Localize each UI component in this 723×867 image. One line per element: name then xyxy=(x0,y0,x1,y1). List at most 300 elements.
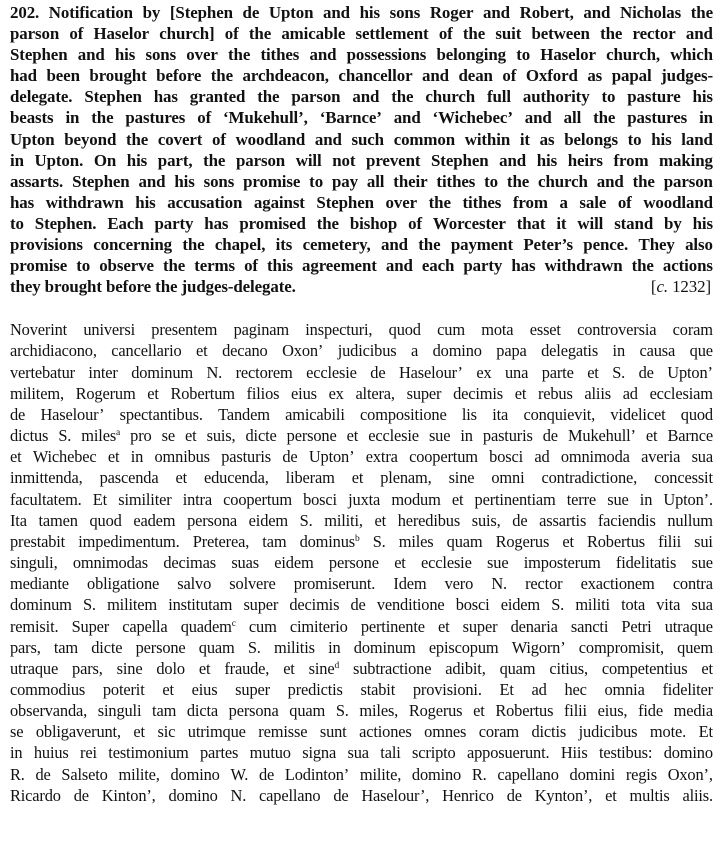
charter-word: extra xyxy=(365,447,398,467)
summary-word: had xyxy=(10,66,37,86)
charter-word: S. xyxy=(299,510,313,530)
summary-word: and xyxy=(323,3,350,22)
summary-word: possessions xyxy=(346,45,427,65)
summary-word: his xyxy=(126,150,148,170)
summary-word: pasture xyxy=(627,87,681,107)
charter-word: dicte xyxy=(245,426,277,446)
charter-word: sua xyxy=(691,595,713,615)
charter-word: partes xyxy=(200,743,239,763)
charter-word: utraque xyxy=(10,658,59,678)
summary-word: his xyxy=(174,171,195,191)
charter-word: terre xyxy=(566,489,597,509)
summary-word: the xyxy=(428,192,451,212)
charter-word: fideliter xyxy=(662,679,713,699)
charter-word: competentius xyxy=(601,658,688,678)
charter-word: Oxon’, xyxy=(667,764,713,784)
summary-word: parson xyxy=(10,24,60,44)
summary-word: to xyxy=(627,129,642,149)
charter-word: domino xyxy=(663,743,713,763)
charter-word: citius, xyxy=(549,658,588,678)
charter-word: Noverint xyxy=(10,320,68,340)
charter-word: dictis xyxy=(531,722,567,742)
charter-line xyxy=(10,700,713,721)
charter-word: de xyxy=(638,362,654,382)
charter-word: miles xyxy=(398,531,434,551)
charter-word: decimis xyxy=(289,595,340,615)
summary-word: stand xyxy=(614,213,654,233)
charter-word: filii xyxy=(658,531,682,551)
charter-word: Haselour’, xyxy=(361,785,430,805)
summary-word: Oxford xyxy=(525,66,578,86)
charter-word: et xyxy=(283,658,295,678)
summary-word: assarts. xyxy=(10,171,64,191)
charter-word: presentem xyxy=(151,320,218,340)
charter-word: sue xyxy=(487,553,509,573)
charter-word: mota xyxy=(481,320,514,340)
summary-word: judges- xyxy=(661,66,713,86)
charter-word: vertebatur xyxy=(10,362,75,382)
summary-word: woodland xyxy=(235,129,306,149)
charter-line xyxy=(10,425,713,446)
charter-word: cum xyxy=(437,320,465,340)
charter-word: sue xyxy=(428,426,451,446)
charter-line xyxy=(10,679,713,700)
charter-word: milite, xyxy=(118,764,160,784)
charter-word: spectantibus. xyxy=(119,404,203,424)
summary-word: Nicholas xyxy=(619,3,682,22)
charter-word: pascenda xyxy=(99,468,159,488)
charter-word: aliis. xyxy=(682,785,713,805)
summary-word: of xyxy=(197,108,212,128)
charter-line xyxy=(10,785,713,806)
summary-word: and xyxy=(499,150,527,170)
charter-word: pars, xyxy=(72,658,103,678)
charter-word: educenda, xyxy=(204,468,269,488)
charter-word: pro xyxy=(130,426,152,446)
charter-word: tota xyxy=(621,595,646,615)
charter-line xyxy=(10,510,713,531)
charter-word: ex xyxy=(328,383,344,403)
charter-word: heredibus xyxy=(397,510,461,530)
summary-word: the xyxy=(162,256,186,276)
charter-word: omnibus xyxy=(154,447,210,467)
summary-word: On xyxy=(93,150,117,170)
charter-word: persone xyxy=(286,426,337,446)
charter-word: ad xyxy=(622,383,638,403)
charter-word: quod xyxy=(89,510,122,530)
charter-word: eidem xyxy=(274,553,314,573)
charter-word: hec xyxy=(564,679,587,699)
charter-word: S. xyxy=(372,531,386,551)
charter-word: Mukehull’ xyxy=(567,426,636,446)
charter-line xyxy=(10,319,713,340)
charter-word: papa xyxy=(496,341,527,361)
charter-word: de xyxy=(282,447,298,467)
summary-word: the xyxy=(210,66,233,86)
summary-word: the xyxy=(91,108,114,128)
summary-word: tithes xyxy=(260,45,300,65)
charter-word: S. xyxy=(58,426,72,446)
charter-word: solvere xyxy=(229,574,276,594)
charter-word: eadem xyxy=(133,510,176,530)
summary-word: land xyxy=(681,129,713,149)
summary-word: terms xyxy=(194,256,235,276)
charter-word: facultatem. xyxy=(10,489,82,509)
charter-word: de xyxy=(350,595,366,615)
charter-word: omnimodas xyxy=(72,553,148,573)
charter-word: compromisit, xyxy=(578,637,664,657)
charter-word: Ita xyxy=(10,510,27,530)
charter-word: Hiis xyxy=(560,743,588,763)
summary-word: and xyxy=(314,129,342,149)
charter-word: que xyxy=(689,341,713,361)
summary-word: not xyxy=(332,150,356,170)
charter-word: militem xyxy=(107,595,158,615)
summary-word: belonging xyxy=(436,45,506,65)
charter-line xyxy=(10,362,713,383)
charter-word: rectorem xyxy=(235,362,293,382)
summary-word: promise xyxy=(10,256,68,276)
summary-word: which xyxy=(670,45,713,65)
charter-word: regis xyxy=(625,764,657,784)
charter-word: sui xyxy=(694,531,713,551)
summary-word: to xyxy=(601,87,616,107)
charter-word: Wichebec xyxy=(32,447,97,467)
summary-line xyxy=(10,171,713,192)
charter-word: Robertum xyxy=(170,383,235,403)
charter-word: domino xyxy=(411,764,462,784)
charter-word: intra xyxy=(182,489,212,509)
summary-word: as xyxy=(587,66,603,86)
charter-word: et xyxy=(514,383,527,403)
charter-word: Upton’ xyxy=(308,447,355,467)
charter-word: in xyxy=(460,426,473,446)
charter-word: delegatis xyxy=(541,341,599,361)
summary-word: promised xyxy=(239,213,306,233)
charter-word: dominum xyxy=(131,362,193,382)
summary-word: the xyxy=(228,45,251,65)
charter-line xyxy=(10,531,713,552)
charter-word: Upton’ xyxy=(667,362,713,382)
charter-word: tam xyxy=(262,531,287,551)
charter-word: domino xyxy=(168,785,218,805)
summary-word: Roger xyxy=(429,3,474,22)
entry-number: 202. xyxy=(10,3,40,22)
summary-word: observe xyxy=(99,256,154,276)
summary-word: has xyxy=(204,213,229,233)
charter-word: sic xyxy=(157,722,176,742)
charter-word: coopertum xyxy=(409,447,478,467)
charter-word: in xyxy=(130,447,144,467)
charter-word: nullum xyxy=(667,510,713,530)
charter-word: Barnce xyxy=(667,426,713,446)
charter-word: persona xyxy=(187,510,237,530)
charter-word: fide xyxy=(638,701,663,721)
charter-word: quam xyxy=(289,701,326,721)
charter-word: Preterea, xyxy=(192,531,250,551)
charter-word: mote. xyxy=(649,722,687,742)
charter-word: se xyxy=(161,426,175,446)
charter-word: et xyxy=(346,426,359,446)
summary-word: cemetery, xyxy=(302,235,371,255)
summary-word: all xyxy=(366,171,385,191)
summary-word: over xyxy=(186,45,218,65)
summary-word: the xyxy=(418,235,441,255)
charter-word: inmittenda, xyxy=(10,468,83,488)
summary-word: and xyxy=(380,235,408,255)
charter-word: et xyxy=(587,362,599,382)
charter-word: dominum xyxy=(353,637,416,657)
charter-word: super xyxy=(243,595,279,615)
charter-word: Kinton’, xyxy=(101,785,156,805)
charter-word: imposterum xyxy=(523,553,601,573)
summary-word: actions xyxy=(662,256,713,276)
summary-word: the xyxy=(125,129,149,149)
summary-line xyxy=(10,213,713,234)
charter-word: Rogerum xyxy=(75,383,136,403)
charter-word: ecclesie xyxy=(368,426,419,446)
summary-word: beasts xyxy=(10,108,54,128)
summary-word: has xyxy=(153,87,178,107)
charter-word: obligaverunt, xyxy=(35,722,121,742)
charter-word: sue xyxy=(691,553,713,573)
summary-line xyxy=(10,44,713,65)
charter-word: in xyxy=(10,743,23,763)
charter-word: dominum xyxy=(10,595,72,615)
charter-word: decimis xyxy=(453,383,503,403)
charter-text xyxy=(10,319,713,806)
summary-word: in xyxy=(10,150,24,170)
charter-word: omni xyxy=(491,468,525,488)
charter-word: et xyxy=(351,468,364,488)
charter-word: universi xyxy=(83,320,135,340)
charter-word: utraque xyxy=(664,616,713,636)
charter-word: coram xyxy=(672,320,713,340)
summary-word: sons xyxy=(203,171,235,191)
charter-word: testibus: xyxy=(598,743,653,763)
summary-word: his xyxy=(135,192,156,212)
summary-word: the xyxy=(690,3,713,22)
summary-word: the xyxy=(248,24,272,44)
charter-word: in xyxy=(612,341,625,361)
charter-word: Salseto xyxy=(61,764,108,784)
summary-word: [Stephen xyxy=(169,3,233,22)
charter-word: et xyxy=(10,447,22,467)
charter-word: coopertum xyxy=(223,489,292,509)
summary-word: and xyxy=(77,45,105,65)
charter-word: suis, xyxy=(206,426,236,446)
charter-word: et xyxy=(437,616,450,636)
charter-word: liberam xyxy=(285,468,335,488)
charter-word: S. xyxy=(82,595,96,615)
summary-word: woodland xyxy=(643,192,713,212)
summary-word: pay xyxy=(331,171,358,191)
summary-word: making xyxy=(659,150,713,170)
summary-word: granted xyxy=(189,87,246,107)
summary-line xyxy=(10,129,713,150)
footnote-marker: a xyxy=(116,428,121,439)
summary-word: withdrawn xyxy=(45,192,124,212)
charter-word: provisioni. xyxy=(412,679,482,699)
summary-word: such xyxy=(351,129,384,149)
charter-word: remisse xyxy=(258,722,308,742)
charter-word: eidem xyxy=(500,595,541,615)
summary-word: the xyxy=(257,87,280,107)
charter-word: S. xyxy=(551,595,565,615)
summary-word: ‘Mukehull’, xyxy=(223,108,308,128)
footnote-marker: b xyxy=(354,533,360,544)
summary-word: and xyxy=(583,3,611,22)
charter-word: R. xyxy=(471,764,487,784)
charter-line xyxy=(10,637,713,658)
charter-word: ita xyxy=(492,404,509,424)
charter-word: rector xyxy=(525,574,563,594)
charter-word: et xyxy=(196,341,208,361)
summary-word: to xyxy=(484,171,499,191)
charter-word: S. xyxy=(335,701,349,721)
charter-word: episcopum xyxy=(428,637,499,657)
charter-word: et xyxy=(107,447,120,467)
summary-word: full xyxy=(486,87,511,107)
charter-word: R. xyxy=(10,764,25,784)
charter-word: eius xyxy=(191,679,218,699)
summary-word: has xyxy=(10,192,35,212)
charter-word: pertinentiam xyxy=(474,489,556,509)
charter-word: N. xyxy=(206,362,223,382)
summary-word: has xyxy=(511,256,536,276)
charter-word: quadem$^c$ xyxy=(180,616,236,636)
charter-word: predictis xyxy=(287,679,343,699)
charter-line xyxy=(10,721,713,742)
charter-word: testimonium xyxy=(108,743,189,763)
charter-word: media xyxy=(673,701,713,721)
charter-word: contra xyxy=(672,574,713,594)
summary-word: pastures xyxy=(125,108,186,128)
charter-word: eidem xyxy=(248,510,288,530)
summary-word: to xyxy=(10,213,24,233)
summary-word: chancellor xyxy=(338,66,413,86)
charter-word: de xyxy=(506,785,522,805)
charter-word: omnia xyxy=(604,679,645,699)
summary-word: church] xyxy=(159,24,215,44)
charter-word: et xyxy=(451,489,464,509)
date-circa: c. xyxy=(656,277,668,297)
charter-word: filios xyxy=(246,383,280,403)
summary-word: rector xyxy=(632,24,676,44)
charter-word: Henrico xyxy=(442,785,494,805)
summary-word: Each xyxy=(107,213,144,233)
charter-word: quem xyxy=(677,637,713,657)
charter-word: remisit. xyxy=(10,616,59,636)
charter-word: de xyxy=(370,362,386,382)
charter-word: paginam xyxy=(233,320,289,340)
summary-word: all xyxy=(563,108,582,128)
summary-line xyxy=(10,255,713,276)
entry-date: [c. 1232] xyxy=(650,277,711,297)
summary-word: bishop xyxy=(349,213,398,233)
summary-word: church xyxy=(538,171,588,191)
charter-word: Wigorn’ xyxy=(511,637,566,657)
footnote-marker: d xyxy=(334,660,340,671)
summary-word: parson xyxy=(663,171,713,191)
charter-word: Haselour’ xyxy=(40,404,105,424)
summary-word: promise xyxy=(243,171,301,191)
charter-word: mediante xyxy=(10,574,69,594)
charter-word: et xyxy=(133,722,145,742)
charter-line xyxy=(10,573,713,594)
charter-word: contradictione, xyxy=(541,468,638,488)
charter-word: lis xyxy=(461,404,477,424)
charter-word: capella xyxy=(122,616,168,636)
charter-word: scripto xyxy=(412,743,456,763)
charter-word: denaria xyxy=(510,616,558,636)
summary-word: within xyxy=(464,129,511,149)
charter-word: decimas xyxy=(163,553,216,573)
charter-word: Robertus xyxy=(586,531,645,551)
charter-word: suis, xyxy=(471,510,501,530)
charter-line xyxy=(10,594,713,615)
summary-word: the xyxy=(182,235,205,255)
summary-word: their xyxy=(393,171,428,191)
summary-word: Haselor xyxy=(540,45,596,65)
charter-line xyxy=(10,404,713,425)
charter-word: S. xyxy=(612,362,626,382)
summary-word: in xyxy=(699,108,713,128)
summary-word: concerning xyxy=(93,235,172,255)
summary-line xyxy=(10,86,713,107)
summary-word: de xyxy=(242,3,260,22)
charter-word: impedimentum. xyxy=(78,531,180,551)
charter-word: Petri xyxy=(621,616,652,636)
charter-word: de xyxy=(10,404,26,424)
charter-line xyxy=(10,489,713,510)
summary-word: by xyxy=(142,3,161,22)
summary-word: Upton. xyxy=(34,150,84,170)
charter-word: amicabili xyxy=(285,404,345,424)
summary-line xyxy=(10,65,713,86)
summary-word: beyond xyxy=(64,129,117,149)
charter-word: W. xyxy=(230,764,249,784)
charter-word: Lodinton’ xyxy=(284,764,350,784)
charter-word: suas xyxy=(231,553,259,573)
charter-word: pertinente xyxy=(360,616,425,636)
charter-word: sine xyxy=(116,658,143,678)
summary-word: before xyxy=(156,66,202,86)
summary-line xyxy=(10,107,713,128)
summary-word: parson xyxy=(291,87,341,107)
summary-word: covert xyxy=(157,129,203,149)
charter-word: a xyxy=(410,341,419,361)
summary-word: Notification xyxy=(48,3,133,22)
summary-word: of xyxy=(502,66,517,86)
charter-word: fraude, xyxy=(224,658,270,678)
summary-word: the xyxy=(506,171,530,191)
entry-summary xyxy=(10,0,713,276)
summary-word: pence. xyxy=(583,235,629,255)
charter-word: bosci xyxy=(303,489,337,509)
charter-word: in xyxy=(328,637,341,657)
summary-word: of xyxy=(408,213,422,233)
summary-word: from xyxy=(613,150,649,170)
charter-word: et xyxy=(394,553,406,573)
charter-word: tam xyxy=(53,637,79,657)
charter-word: parte xyxy=(541,362,574,382)
charter-word: dictus xyxy=(10,426,49,446)
charter-word: sue xyxy=(607,489,629,509)
charter-word: cimiterio xyxy=(289,616,348,636)
charter-word: militi, xyxy=(324,510,363,530)
charter-word: Robertus xyxy=(495,701,554,721)
